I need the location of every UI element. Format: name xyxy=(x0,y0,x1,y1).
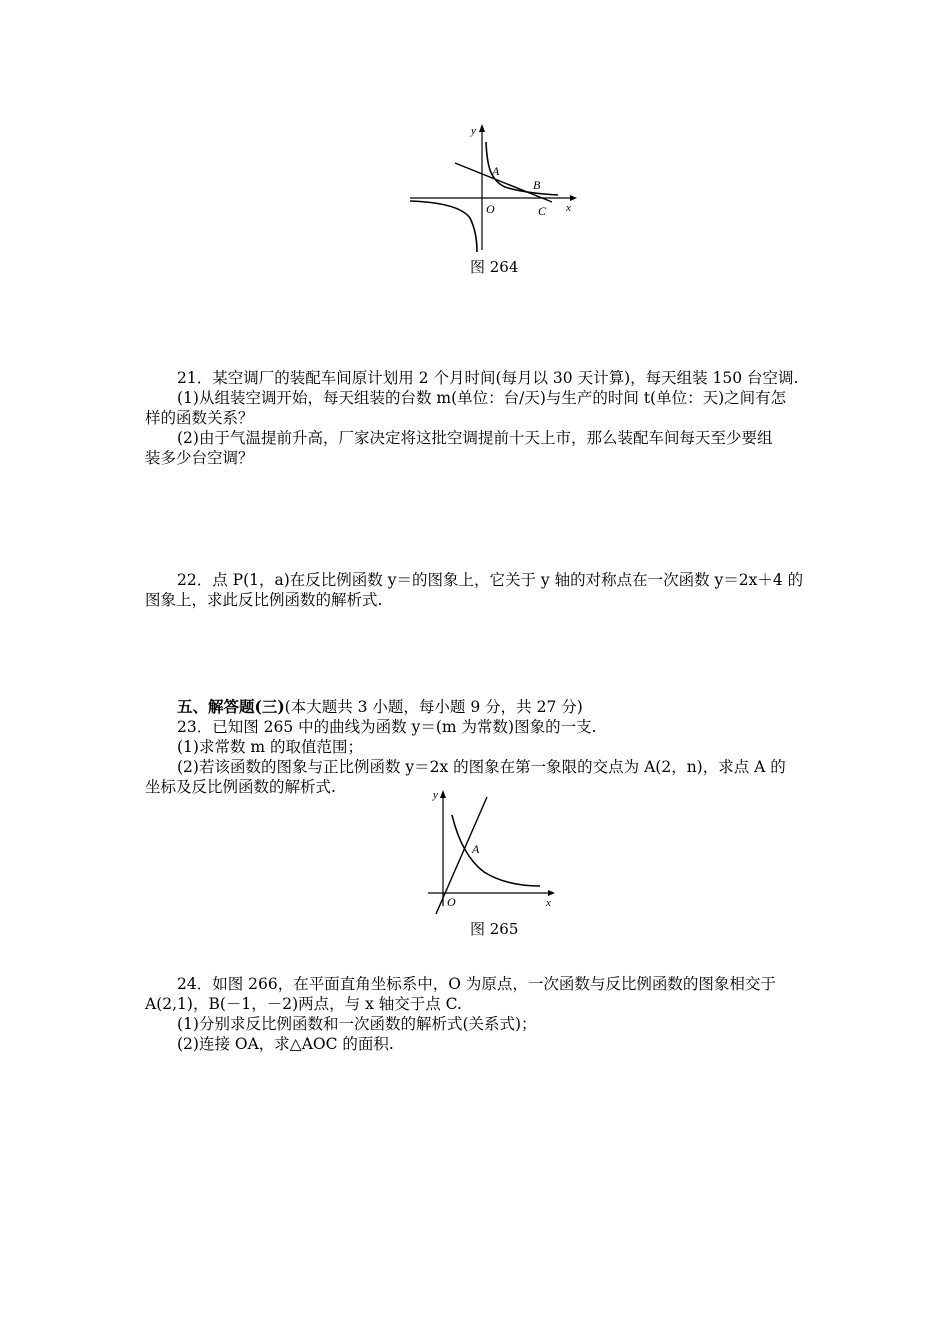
q21-part1-line1: (1)从组装空调开始，每天组装的台数 m(单位：台/天)与生产的时间 t(单位：天)之间有怎 xyxy=(177,389,787,407)
figure-264-caption: 图 264 xyxy=(470,258,519,276)
figure-265-caption: 图 265 xyxy=(470,920,519,938)
figure-265 xyxy=(0,780,950,930)
section5-heading xyxy=(177,697,583,717)
hyperbola-branch xyxy=(452,815,540,886)
q21-part1-line2: 样的函数关系？ xyxy=(145,409,254,427)
q24-part2: (2)连接 OA，求△AOC 的面积. xyxy=(177,1035,394,1053)
q23-part2-line1: (2)若该函数的图象与正比例函数 y＝2x 的图象在第一象限的交点为 A(2，n)，求点 A 的 xyxy=(177,758,786,776)
fig265-y-label: y xyxy=(433,789,438,801)
q24-part1: (1)分别求反比例函数和一次函数的解析式(关系式)； xyxy=(177,1015,537,1033)
q24-line1: 24．如图 266，在平面直角坐标系中，O 为原点，一次函数与反比例函数的图象相交于 xyxy=(177,975,776,993)
q23-stem: 23．已知图 265 中的曲线为函数 y＝(m 为常数)图象的一支. xyxy=(177,718,597,736)
q21-part2-line2: 装多少台空调？ xyxy=(145,449,254,467)
fig264-x-label: x xyxy=(566,202,571,214)
q22-line2: 图象上，求此反比例函数的解析式. xyxy=(145,591,383,609)
fig264-point-C-label: C xyxy=(538,204,547,218)
proportional-function-line xyxy=(436,797,487,914)
fig265-origin-label: O xyxy=(447,895,456,909)
hyperbola-branch-q3 xyxy=(410,201,477,252)
q24-line2: A(2,1)，B(－1，－2)两点，与 x 轴交于点 C. xyxy=(145,995,462,1013)
fig264-point-A-label: A xyxy=(492,164,500,178)
fig264-y-label: y xyxy=(471,125,476,137)
fig265-point-A-label: A xyxy=(472,842,480,856)
fig264-origin-label: O xyxy=(486,202,495,216)
fig264-point-B-label: B xyxy=(533,178,541,192)
q23-part2-line2: 坐标及反比例函数的解析式. xyxy=(145,778,336,796)
q23-part1: (1)求常数 m 的取值范围； xyxy=(177,738,364,756)
q21-stem: 21．某空调厂的装配车间原计划用 2 个月时间(每月以 30 天计算)，每天组装 150 台空调. xyxy=(177,369,799,387)
section5-note: (本大题共 3 小题，每小题 9 分，共 27 分) xyxy=(284,698,583,716)
section5-title: 五、解答题(三) xyxy=(177,697,285,716)
q22-line1: 22．点 P(1，a)在反比例函数 y＝的图象上，它关于 y 轴的对称点在一次函数 y＝2x＋4 的 xyxy=(177,571,804,589)
q21-part2-line1: (2)由于气温提前升高，厂家决定将这批空调提前十天上市，那么装配车间每天至少要组 xyxy=(177,429,773,447)
fig265-x-label: x xyxy=(546,897,551,909)
figure-264 xyxy=(0,0,950,260)
